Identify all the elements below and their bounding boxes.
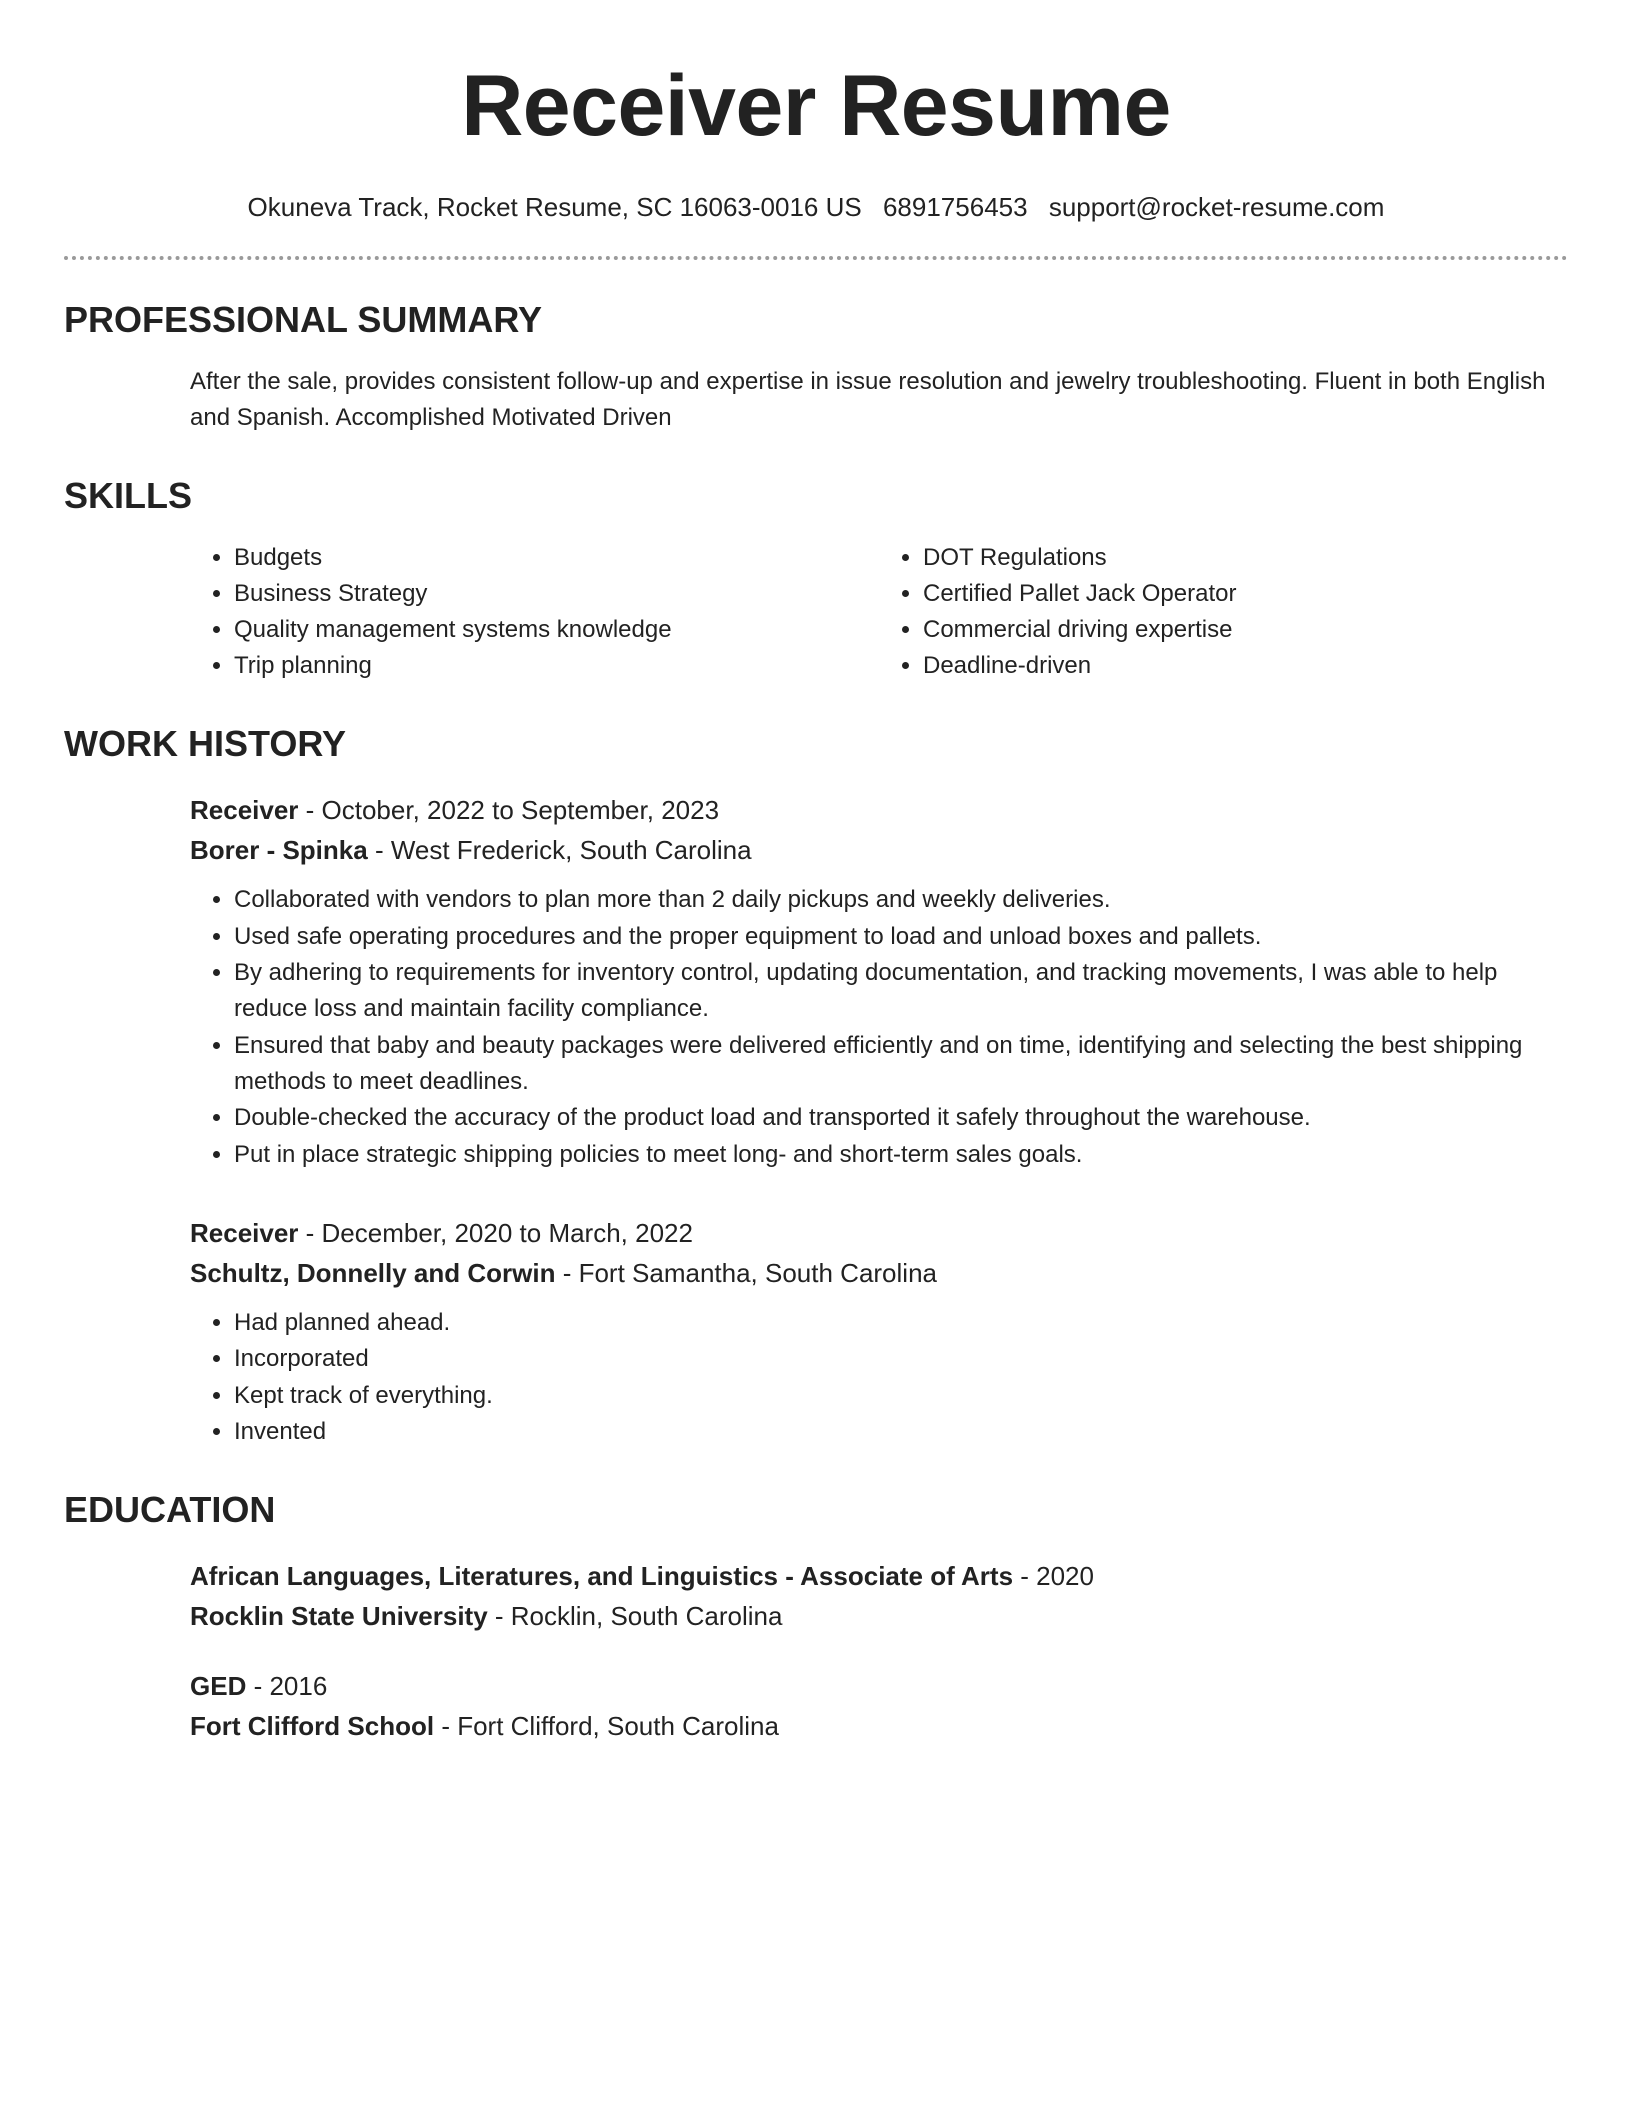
education-section [64,1490,1568,1746]
contact-phone: 6891756453 [882,192,1028,222]
school-name: Fort Clifford School [190,1711,435,1741]
skills-heading: SKILLS [64,475,193,516]
job-company: Schultz, Donnelly and Corwin [190,1257,556,1288]
job-bullet: • Double-checked the accuracy of the product load and transported it safely throughout the warehouse. [234,1100,1568,1136]
degree-name: GED [190,1671,247,1701]
job-company-line [190,1253,1568,1293]
skill-item: • Quality management systems knowledge [234,612,879,648]
skills-columns [64,540,1568,684]
job-bullet: • Put in place strategic shipping policies to meet long- and short-term sales goals. [234,1137,1568,1173]
header-divider [64,256,1568,260]
job-dates: - December, 2020 to March, 2022 [298,1217,693,1248]
summary-text: After the sale, provides consistent follow-up and expertise in issue resolution and jewelry troubleshooting. Fluent in both English and Spanish. Accomplished Motivated Driven [190,368,1546,431]
work-history-section [64,724,1568,1450]
job-bullet: • Invented [234,1414,1568,1450]
job-bullet: • Had planned ahead. [234,1305,1568,1341]
skill-item: • Business Strategy [234,576,879,612]
work-history-body [64,790,1568,1450]
job-entry [190,790,1568,1173]
skill-item: • Deadline-driven [923,648,1568,684]
job-bullet: • Kept track of everything. [234,1378,1568,1414]
school-name: Rocklin State University [190,1601,488,1631]
job-title-line [190,1213,1568,1253]
education-entry [190,1666,1568,1746]
skill-item: • DOT Regulations [923,540,1568,576]
degree-year: - 2016 [246,1671,328,1701]
resume-title: Receiver Resume [461,58,1171,154]
job-dates: - October, 2022 to September, 2023 [298,795,720,825]
job-bullet: • Collaborated with vendors to plan more than 2 daily pickups and weekly deliveries. [234,882,1568,918]
degree-name: African Languages, Literatures, and Linguistics - Associate of Arts [190,1561,1014,1591]
skill-item: • Certified Pallet Jack Operator [923,576,1568,612]
job-bullets [190,882,1568,1173]
job-title-line [190,790,1568,830]
work-history-heading: WORK HISTORY [64,723,347,764]
skill-item: • Trip planning [234,648,879,684]
school-location: - Fort Clifford, South Carolina [434,1711,779,1741]
job-company-line [190,830,1568,870]
school-line [190,1596,1568,1636]
job-role: Receiver [190,1217,299,1248]
degree-year: - 2020 [1013,1561,1094,1591]
job-bullet: • Used safe operating procedures and the proper equipment to load and unload boxes and pallets. [234,919,1568,955]
skills-section [64,476,1568,684]
skills-left-column [190,540,879,684]
education-entry [190,1556,1568,1636]
job-company: Borer - Spinka [190,835,368,865]
job-entry [190,1213,1568,1451]
job-location: - Fort Samantha, South Carolina [555,1257,937,1288]
school-location: - Rocklin, South Carolina [487,1601,783,1631]
job-bullet: • By adhering to requirements for inventory control, updating documentation, and tracking movements, I was able to help reduce loss and maintain facility compliance. [234,955,1568,1027]
skill-item: • Budgets [234,540,879,576]
job-bullets [190,1305,1568,1451]
contact-email[interactable]: support@rocket-resume.com [1048,192,1385,222]
summary-section [64,300,1568,436]
job-bullet: • Ensured that baby and beauty packages were delivered efficiently and on time, identifying and selecting the best shipping methods to meet deadlines. [234,1028,1568,1100]
job-bullet: • Incorporated [234,1341,1568,1377]
education-heading: EDUCATION [64,1489,276,1530]
contact-address: Okuneva Track, Rocket Resume, SC 16063-0016 US [247,192,862,222]
school-line [190,1706,1568,1746]
summary-heading: PROFESSIONAL SUMMARY [64,299,543,340]
resume-header [64,0,1568,222]
contact-line [64,192,1568,222]
degree-line [190,1556,1568,1596]
education-body [64,1556,1568,1746]
job-location: - West Frederick, South Carolina [367,835,752,865]
degree-line [190,1666,1568,1706]
skills-right-column [879,540,1568,684]
skill-item: • Commercial driving expertise [923,612,1568,648]
job-role: Receiver [190,795,299,825]
